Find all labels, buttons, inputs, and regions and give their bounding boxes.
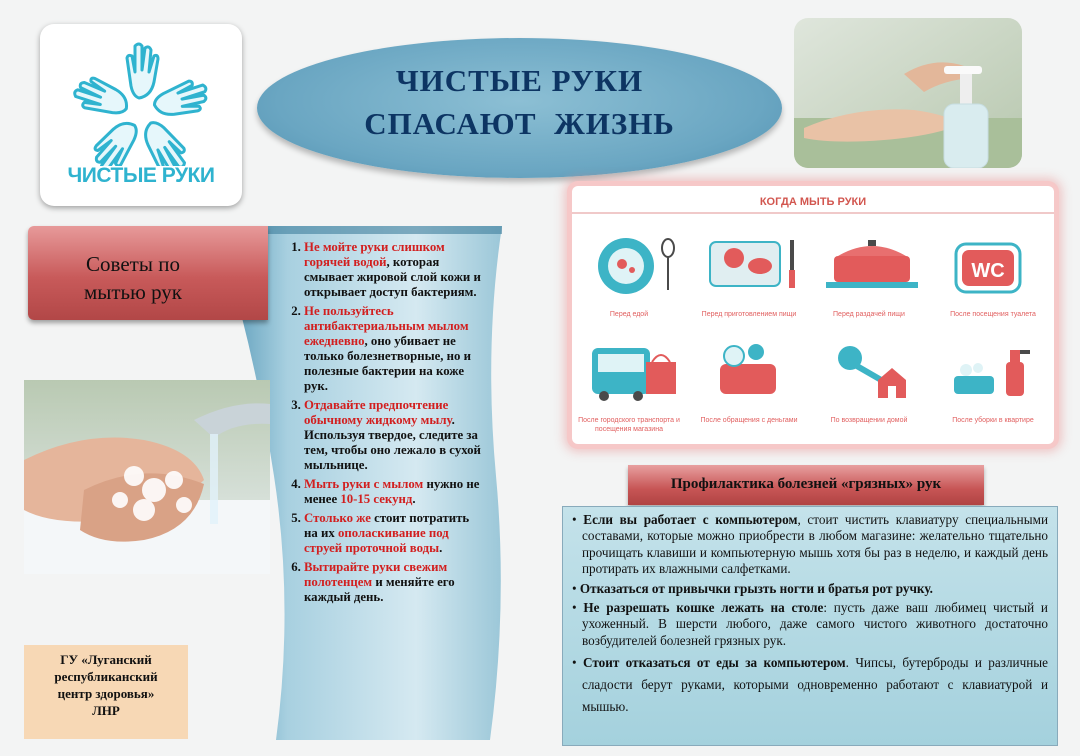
wc-label: WC <box>971 260 1005 282</box>
tip-item <box>304 477 484 507</box>
when-label-before-eating: Перед едой <box>609 311 649 318</box>
when-label-after-cleaning: После уборки в квартире <box>952 417 1034 424</box>
prevention-item-text: : пусть даже ваш любимец чистый и ухоженный. В шерсти любого, даже самого чистого животного достаточно возбудителей болезней грязных рук. <box>582 600 1048 648</box>
tip-item <box>304 511 484 556</box>
sanitizer-hands-photo <box>794 18 1022 168</box>
when-label-returning-home: По возвращении домой <box>830 417 908 424</box>
organization-box <box>24 645 188 739</box>
money-icon <box>704 340 804 404</box>
when-card-title: КОГДА МЫТЬ РУКИ <box>759 196 867 208</box>
tip-text: , которая смывает жировой слой кожи и открывает доступ бактериям. <box>304 255 481 299</box>
tip-text: , оно убивает не только болезнетворные, но и полезные бактерии на коже рук. <box>304 334 472 393</box>
logo-text: ЧИСТЫЕ РУКИ <box>67 164 215 187</box>
plate-spoon-icon <box>588 236 688 300</box>
tip-highlight: Не мойте руки слишком горячей водой <box>304 240 445 269</box>
handwashing-photo <box>24 380 270 574</box>
cutting-board-icon <box>704 236 804 300</box>
tip-item <box>304 398 484 473</box>
tip-highlight-2: ополаскивание под струей проточной воды <box>304 526 449 555</box>
org-line-3: центр здоровья» <box>57 686 155 701</box>
prevention-header: Профилактика болезней «грязных» рук <box>670 476 942 492</box>
tips-header <box>28 250 238 306</box>
serving-pot-icon <box>824 236 924 300</box>
prevention-item: • Если вы работает с компьютером, стоит чистить клавиатуру специальными составами, которые можно приобрести в любом магазине: желательно тщательно прочищать клавиши и компьютерную мышь хотя бы раз в неделю, и каждый день протирать их влажными салфетками. <box>572 512 1049 577</box>
when-label-after-transport: После городского транспорта и посещения магазина <box>578 417 680 433</box>
tip-highlight-2: 10-15 секунд <box>340 492 413 506</box>
tip-item <box>304 304 484 394</box>
org-line-4: ЛНР <box>92 703 120 718</box>
tips-list <box>284 240 484 609</box>
prevention-item-bold: Отказаться от привычки грызть ногти и братья рот ручку. <box>579 580 933 596</box>
tip-highlight: Вытирайте руки свежим полотенцем <box>304 560 448 589</box>
key-house-icon <box>824 340 924 404</box>
tip-highlight: Отдавайте предпочтение обычному жидкому мылу <box>304 398 452 427</box>
tip-text: стоит потратить на их <box>304 511 470 540</box>
tips-header-line-2: мытью рук <box>83 280 183 304</box>
prevention-item: • Не разрешать кошке лежать на столе: пусть даже ваш любимец чистый и ухоженный. В шерсти любого, даже самого чистого животного достаточно возбудителей болезней грязных рук. <box>572 600 1048 648</box>
tip-text-2: . <box>439 541 443 555</box>
org-line-2: республиканский <box>54 669 158 684</box>
tip-highlight: Мыть руки с мылом <box>304 477 424 491</box>
prevention-item-bold: Если вы работает с компьютером <box>583 512 798 527</box>
when-label-after-money: После обращения с деньгами <box>700 417 798 424</box>
when-card-divider <box>572 212 1054 214</box>
prevention-item: • Отказаться от привычки грызть ногти и братья рот ручку. <box>572 580 933 596</box>
tip-text: . Используя твердое, следите за тем, чтобы оно лежало в сухой мыльнице. <box>304 413 481 472</box>
prevention-item-text: . Чипсы, бутерброды и различные сладости берут руками, которыми одновременно работают с клавиатурой и мышью. <box>582 655 1048 715</box>
tips-header-line-1: Советы по <box>86 252 180 276</box>
when-label-before-serving: Перед раздачей пищи <box>833 311 905 318</box>
tip-item <box>304 240 484 300</box>
prevention-item: • Стоит отказаться от еды за компьютером. Чипсы, бутерброды и различные сладости берут руками, которыми одновременно работают с клавиатурой и мышью. <box>572 655 1048 715</box>
cleaning-spray-icon <box>944 340 1044 404</box>
tip-highlight: Не пользуйтесь антибактериальным мылом ежедневно <box>304 304 469 348</box>
tip-highlight: Столько же <box>304 511 371 525</box>
when-label-after-toilet: После посещения туалета <box>950 311 1036 318</box>
prevention-item-text: , стоит чистить клавиатуру специальными составами, которые можно приобрести в любом магазине: желательно тщательно прочищать клавиши и компьютерную мышь хотя бы раз в неделю, и каждый день протирать их влажными салфетками. <box>582 512 1049 577</box>
page-title-line-2: СПАСАЮТ ЖИЗНЬ <box>364 106 675 141</box>
tip-item <box>304 560 484 605</box>
logo-card <box>40 24 242 206</box>
tip-text: нужно не менее <box>304 477 480 506</box>
bus-bag-icon <box>588 340 688 404</box>
tip-text-2: . <box>412 492 416 506</box>
prevention-item-bold: Не разрешать кошке лежать на столе <box>583 600 824 616</box>
org-line-1: ГУ «Луганский <box>60 652 152 667</box>
prevention-item-bold: Стоит отказаться от еды за компьютером <box>582 655 846 671</box>
hands-logo-icon <box>66 32 216 166</box>
toilet-icon <box>944 236 1044 300</box>
page-title-line-1: ЧИСТЫЕ РУКИ <box>395 63 644 98</box>
when-label-before-cooking: Перед приготовлением пищи <box>701 311 797 318</box>
prevention-list <box>570 512 1048 721</box>
tip-text: и меняйте его каждый день. <box>304 575 455 604</box>
